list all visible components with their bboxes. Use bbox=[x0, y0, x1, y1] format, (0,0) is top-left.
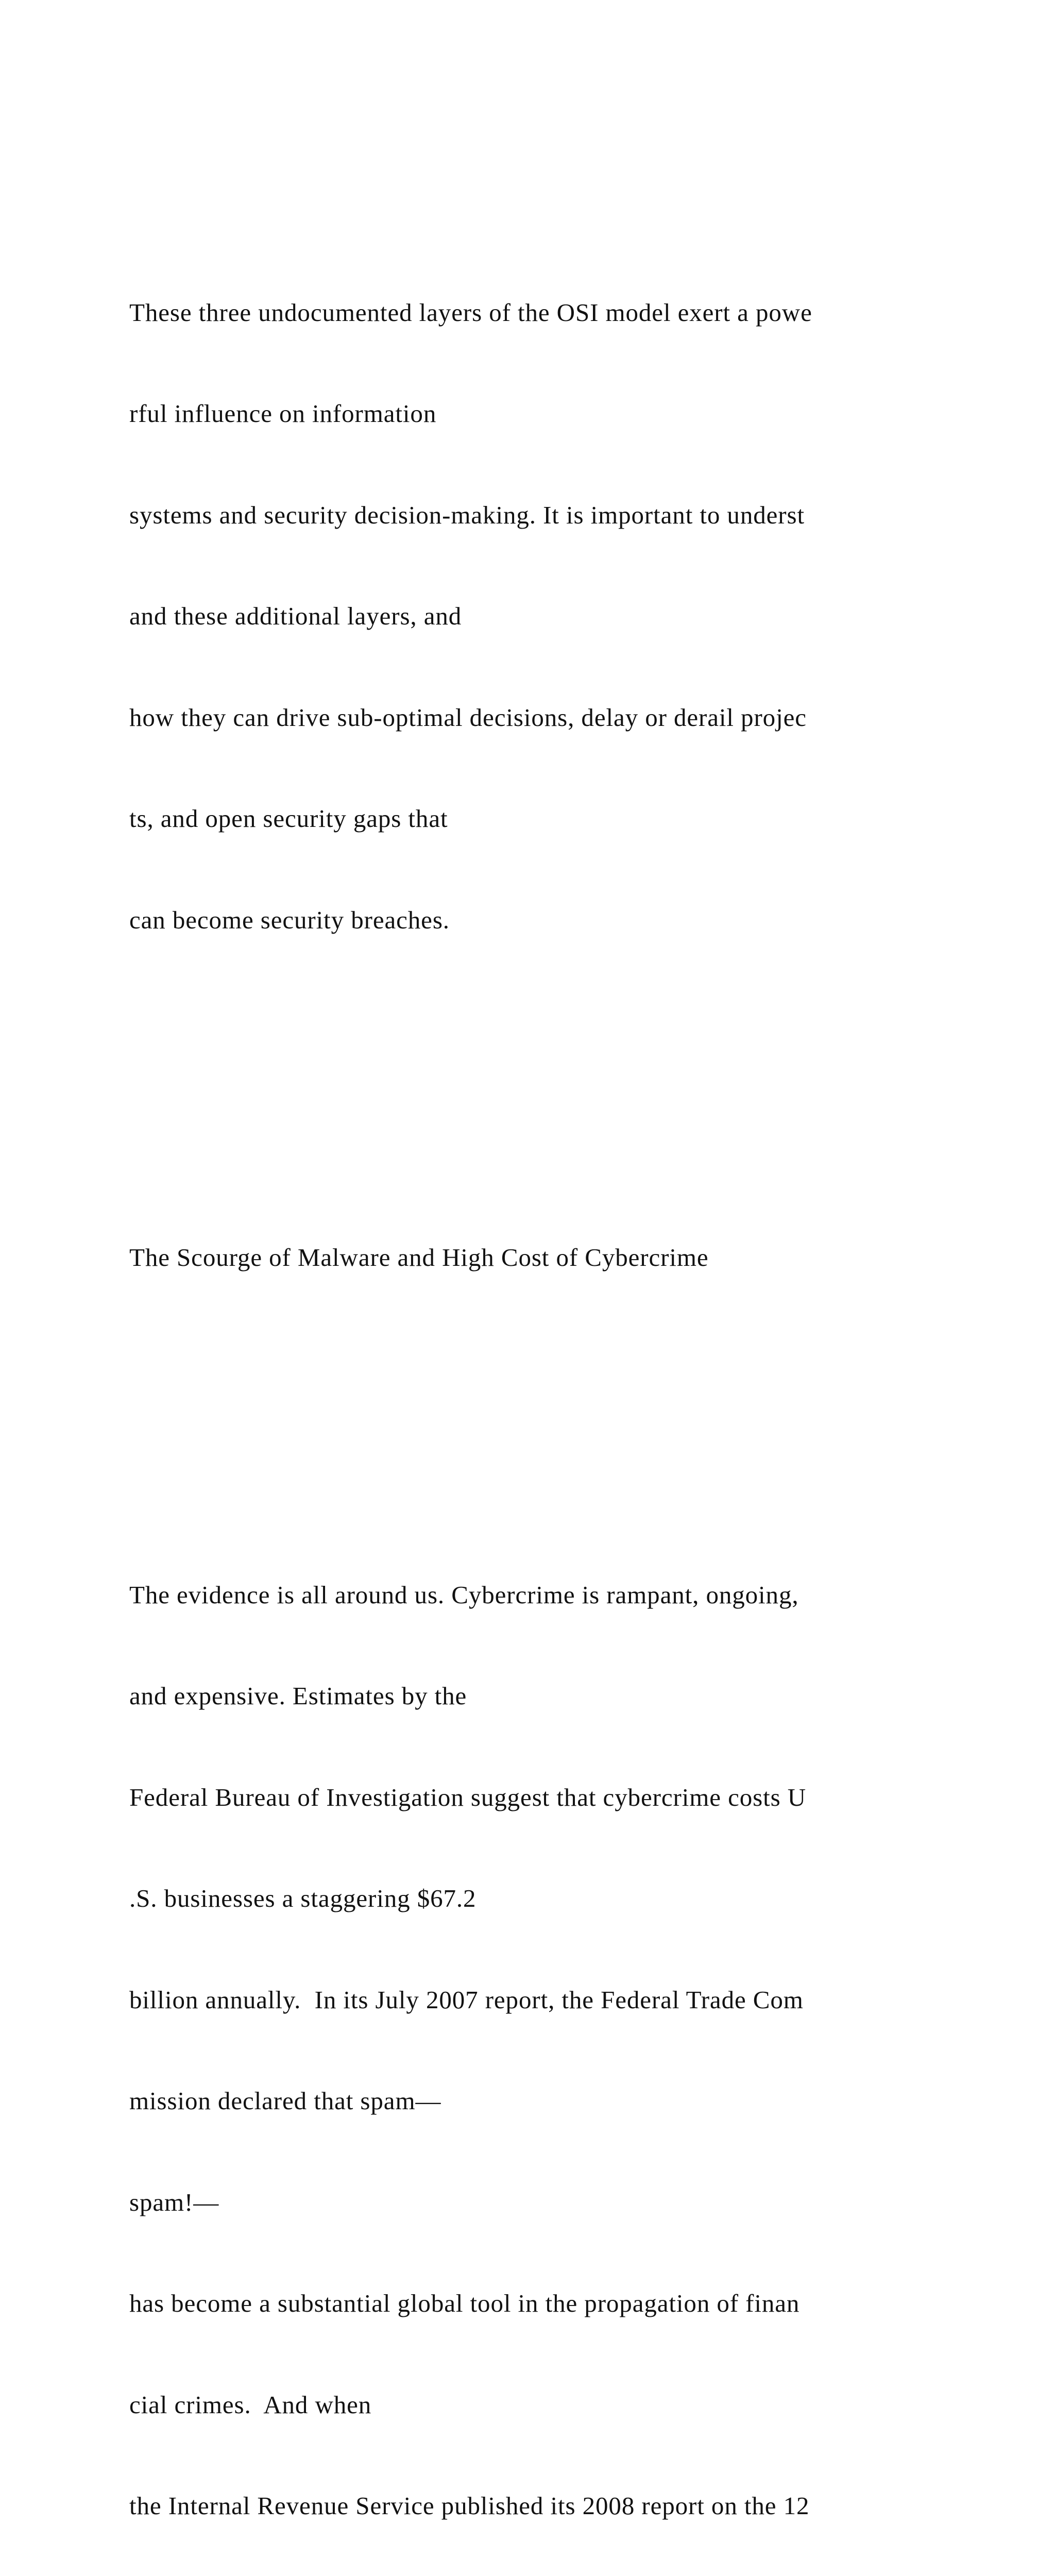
text-line: the Internal Revenue Service published its 2008 report on the 12 bbox=[129, 2489, 1005, 2523]
text-line: ts, and open security gaps that bbox=[129, 802, 1005, 836]
blank-line bbox=[129, 1376, 1005, 1410]
text-line: mission declared that spam— bbox=[129, 2084, 1005, 2118]
text-line: and these additional layers, and bbox=[129, 599, 1005, 633]
text-line: billion annually. In its July 2007 report, the Federal Trade Com bbox=[129, 1983, 1005, 2017]
blank-line bbox=[129, 1106, 1005, 1140]
text-line: rful influence on information bbox=[129, 397, 1005, 431]
section-heading: The Scourge of Malware and High Cost of Cybercrime bbox=[129, 1241, 1005, 1275]
text-line: can become security breaches. bbox=[129, 903, 1005, 937]
text-line: systems and security decision-making. It is important to underst bbox=[129, 498, 1005, 532]
text-line: has become a substantial global tool in the propagation of finan bbox=[129, 2286, 1005, 2320]
text-line: cial crimes. And when bbox=[129, 2388, 1005, 2422]
text-line: and expensive. Estimates by the bbox=[129, 1679, 1005, 1713]
paragraph-cybercrime-evidence bbox=[129, 1511, 1005, 2576]
text-line: Federal Bureau of Investigation suggest that cybercrime costs U bbox=[129, 1781, 1005, 1815]
text-line: spam!— bbox=[129, 2185, 1005, 2219]
paragraph-osi-layers bbox=[129, 228, 1005, 1005]
text-line: The evidence is all around us. Cybercrime is rampant, ongoing, bbox=[129, 1578, 1005, 1612]
text-line: .S. businesses a staggering $67.2 bbox=[129, 1882, 1005, 1916]
text-line: how they can drive sub-optimal decisions, delay or derail projec bbox=[129, 701, 1005, 735]
text-line: These three undocumented layers of the OSI model exert a powe bbox=[129, 296, 1005, 330]
document-body bbox=[129, 127, 1005, 2576]
